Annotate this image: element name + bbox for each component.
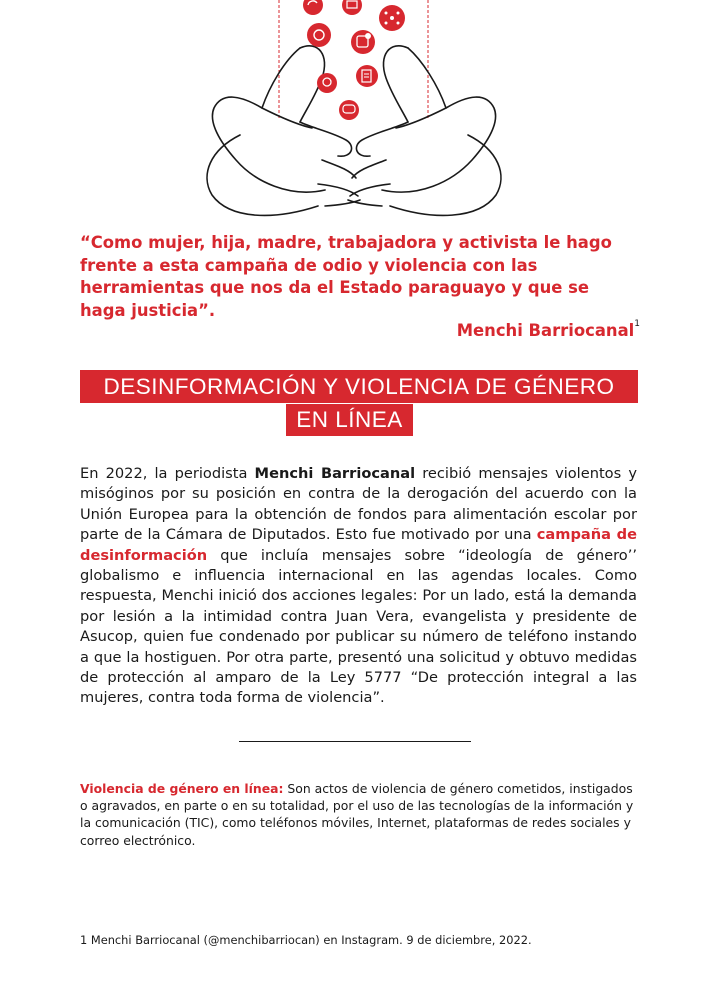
quote-text-part2: con las herramientas que nos da el Estado paraguayo y que se haga justicia”. (80, 255, 589, 320)
body-text-3: que incluía mensajes sobre “ideología de género’’ globalismo e influencia internacional en las agendas locales. Como respuesta, Menchi inició dos acciones legales: Por un lado, está la demanda por lesión a la intimidad contra Juan Vera, evangelista y presidente de Asucop, quien fue condenado por publicar su número de teléfono instando a que la hostiguen. Por otra parte, presentó una solicitud y obtuvo medidas de protección al amparo de la Ley 5777 “De protección integral a las mujeres, contra toda forma de violencia”. (80, 546, 637, 707)
body-paragraph (80, 464, 637, 709)
definition-term: Violencia de género en línea: (80, 781, 284, 796)
body-bold-name: Menchi Barriocanal (254, 465, 416, 482)
sync-icon (303, 0, 323, 15)
hands-phone-illustration (0, 0, 707, 225)
quote-emphasis: campaña de odio y violencia (204, 255, 467, 275)
quote-text-part1: “Como mujer, hija, madre, trabajadora y activista le hago frente a esta (80, 233, 612, 275)
section-heading-line2: EN LÍNEA (286, 404, 413, 436)
notification-icons (303, 0, 405, 120)
chat-icon (339, 100, 359, 120)
document-icon (356, 65, 378, 87)
definition-box (80, 780, 640, 849)
section-heading-line1: DESINFORMACIÓN Y VIOLENCIA DE GÉNERO (80, 370, 638, 403)
hands-drawing (207, 46, 501, 216)
pull-quote (80, 232, 640, 322)
medal-icon (317, 73, 337, 93)
share-icon (379, 5, 405, 31)
quote-author (457, 321, 640, 340)
divider-line (239, 741, 471, 742)
badge-icon (351, 30, 375, 54)
mail-icon (342, 0, 362, 15)
sync-icon (307, 23, 331, 47)
body-red-emphasis: campaña de desinformación (80, 526, 637, 564)
footnote: 1 Menchi Barriocanal (@menchibarriocan) en Instagram. 9 de diciembre, 2022. (80, 933, 532, 947)
body-text-1: En 2022, la periodista (80, 465, 255, 482)
quote-author-name: Menchi Barriocanal (456, 321, 635, 340)
definition-text: Son actos de violencia de género cometidos, instigados o agravados, en parte o en su totalidad, por el uso de las tecnologías de la información y la comunicación (TIC), como teléfonos móviles, Internet, plataformas de redes sociales y correo electrónico. (80, 781, 634, 848)
body-text-2: recibió mensajes violentos y misóginos por su posición en contra de la derogación del acuerdo con la Unión Europea para la obtención de fondos para alimentación escolar por parte de la Cámara de Diputados. Esto fue motivado por una (80, 465, 637, 544)
footnote-reference: 1 (634, 319, 640, 329)
